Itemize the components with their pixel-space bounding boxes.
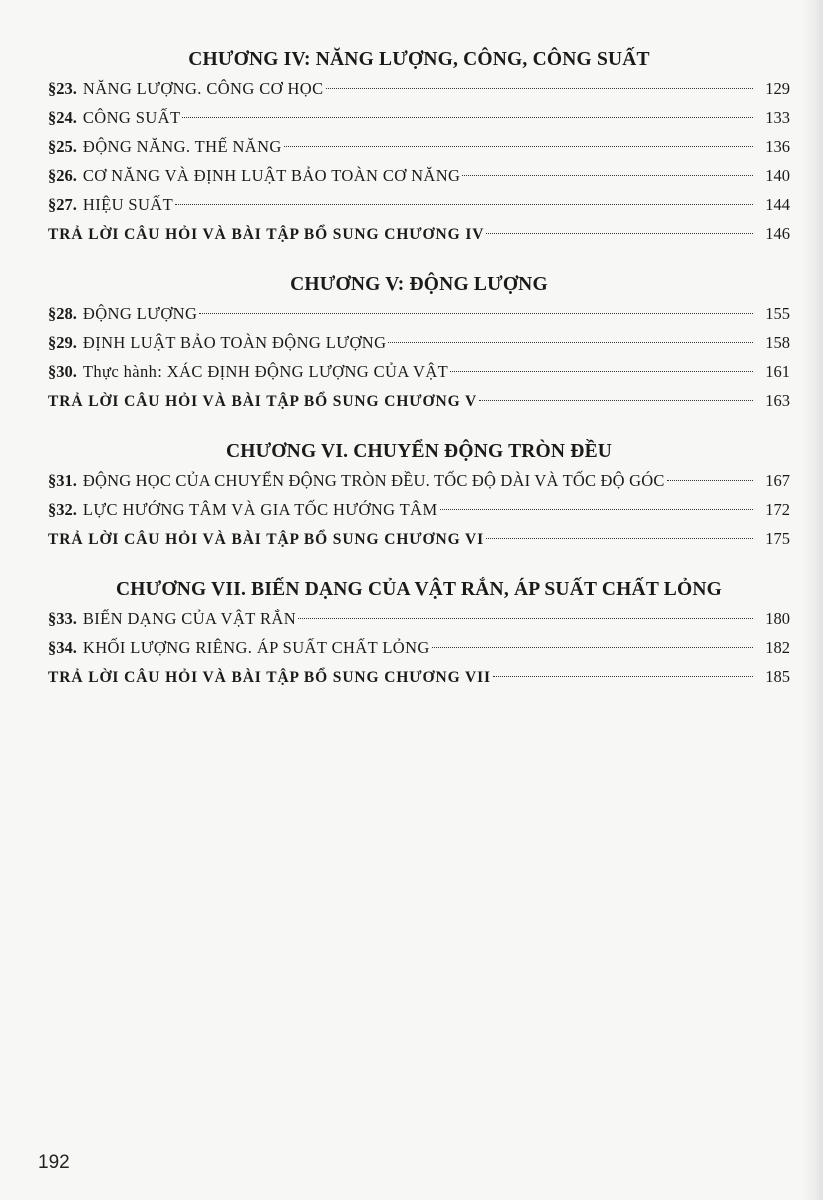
section-page: 172 (765, 500, 790, 519)
section-number: §26. (48, 166, 77, 185)
dot-leader (388, 342, 753, 343)
section-title: ĐỘNG HỌC CỦA CHUYỂN ĐỘNG TRÒN ĐỀU. TỐC ĐỘ DÀI VÀ TỐC ĐỘ GÓC (82, 471, 665, 490)
section-page: 140 (765, 166, 790, 185)
section-number: §29. (48, 333, 77, 352)
summary-page: 185 (765, 667, 790, 686)
page-number: 192 (38, 1152, 70, 1173)
section-title: NĂNG LƯỢNG. CÔNG CƠ HỌC (82, 79, 324, 98)
section-title: KHỐI LƯỢNG RIÊNG. ÁP SUẤT CHẤT LỎNG (82, 638, 430, 657)
chapter-title: CHƯƠNG IV: NĂNG LƯỢNG, CÔNG, CÔNG SUẤT (188, 49, 650, 70)
toc-entry[interactable] (48, 604, 790, 633)
dot-leader (326, 88, 753, 89)
section-page: 129 (765, 79, 790, 98)
page-edge-shadow (801, 0, 823, 1200)
section-title: ĐỘNG LƯỢNG (82, 304, 198, 323)
toc-entry[interactable] (48, 466, 790, 495)
toc-entry[interactable] (48, 74, 790, 103)
section-number: §31. (48, 471, 77, 490)
toc-entry[interactable] (48, 328, 790, 357)
section-title: BIẾN DẠNG CỦA VẬT RẮN (82, 609, 297, 628)
dot-leader (486, 538, 753, 539)
chapter-title: CHƯƠNG V: ĐỘNG LƯỢNG (290, 274, 548, 295)
toc-entry[interactable] (48, 633, 790, 662)
summary-page: 175 (765, 529, 790, 548)
toc-entry[interactable] (48, 103, 790, 132)
toc-entry[interactable] (48, 190, 790, 219)
section-page: 161 (765, 362, 790, 381)
summary-title: TRẢ LỜI CÂU HỎI VÀ BÀI TẬP BỔ SUNG CHƯƠNG V (48, 393, 478, 410)
chapter-5 (48, 271, 790, 415)
toc-summary-entry[interactable] (48, 524, 790, 553)
dot-leader (493, 676, 753, 677)
toc-summary-entry[interactable] (48, 219, 790, 248)
dot-leader (284, 146, 753, 147)
dot-leader (199, 313, 753, 314)
dot-leader (462, 175, 753, 176)
section-title: ĐỘNG NĂNG. THẾ NĂNG (82, 137, 282, 156)
section-number: §30. (48, 362, 77, 381)
table-of-contents (48, 46, 790, 714)
toc-entry[interactable] (48, 357, 790, 386)
section-title: CÔNG SUẤT (82, 108, 181, 127)
section-number: §23. (48, 79, 77, 98)
summary-title: TRẢ LỜI CÂU HỎI VÀ BÀI TẬP BỔ SUNG CHƯƠNG IV (48, 226, 485, 243)
toc-summary-entry[interactable] (48, 662, 790, 691)
section-page: 136 (765, 137, 790, 156)
toc-entry[interactable] (48, 299, 790, 328)
section-page: 155 (765, 304, 790, 323)
section-number: §34. (48, 638, 77, 657)
dot-leader (432, 647, 753, 648)
section-number: §32. (48, 500, 77, 519)
summary-page: 146 (765, 224, 790, 243)
section-page: 167 (765, 471, 790, 490)
chapter-6 (48, 438, 790, 553)
summary-title: TRẢ LỜI CÂU HỎI VÀ BÀI TẬP BỔ SUNG CHƯƠNG VII (48, 669, 491, 686)
section-title: ĐỊNH LUẬT BẢO TOÀN ĐỘNG LƯỢNG (82, 333, 387, 352)
section-number: §25. (48, 137, 77, 156)
chapter-4 (48, 46, 790, 248)
dot-leader (479, 400, 753, 401)
section-number: §33. (48, 609, 77, 628)
section-number: §28. (48, 304, 77, 323)
dot-leader (175, 204, 753, 205)
summary-page: 163 (765, 391, 790, 410)
summary-title: TRẢ LỜI CÂU HỎI VÀ BÀI TẬP BỔ SUNG CHƯƠNG VI (48, 531, 485, 548)
chapter-title: CHƯƠNG VII. BIẾN DẠNG CỦA VẬT RẮN, ÁP SUẤT CHẤT LỎNG (116, 579, 722, 600)
section-page: 144 (765, 195, 790, 214)
dot-leader (450, 371, 753, 372)
section-number: §27. (48, 195, 77, 214)
dot-leader (486, 233, 753, 234)
toc-entry[interactable] (48, 161, 790, 190)
toc-summary-entry[interactable] (48, 386, 790, 415)
dot-leader (667, 480, 753, 481)
toc-entry[interactable] (48, 495, 790, 524)
section-page: 182 (765, 638, 790, 657)
section-number: §24. (48, 108, 77, 127)
section-page: 180 (765, 609, 790, 628)
section-title: HIỆU SUẤT (82, 195, 174, 214)
section-page: 158 (765, 333, 790, 352)
section-page: 133 (765, 108, 790, 127)
dot-leader (298, 618, 753, 619)
dot-leader (440, 509, 753, 510)
chapter-7 (48, 576, 790, 691)
section-title: Thực hành: XÁC ĐỊNH ĐỘNG LƯỢNG CỦA VẬT (82, 362, 449, 381)
section-title: CƠ NĂNG VÀ ĐỊNH LUẬT BẢO TOÀN CƠ NĂNG (82, 166, 461, 185)
section-title: LỰC HƯỚNG TÂM VÀ GIA TỐC HƯỚNG TÂM (82, 500, 438, 519)
chapter-title: CHƯƠNG VI. CHUYỂN ĐỘNG TRÒN ĐỀU (225, 441, 613, 462)
toc-entry[interactable] (48, 132, 790, 161)
dot-leader (182, 117, 753, 118)
